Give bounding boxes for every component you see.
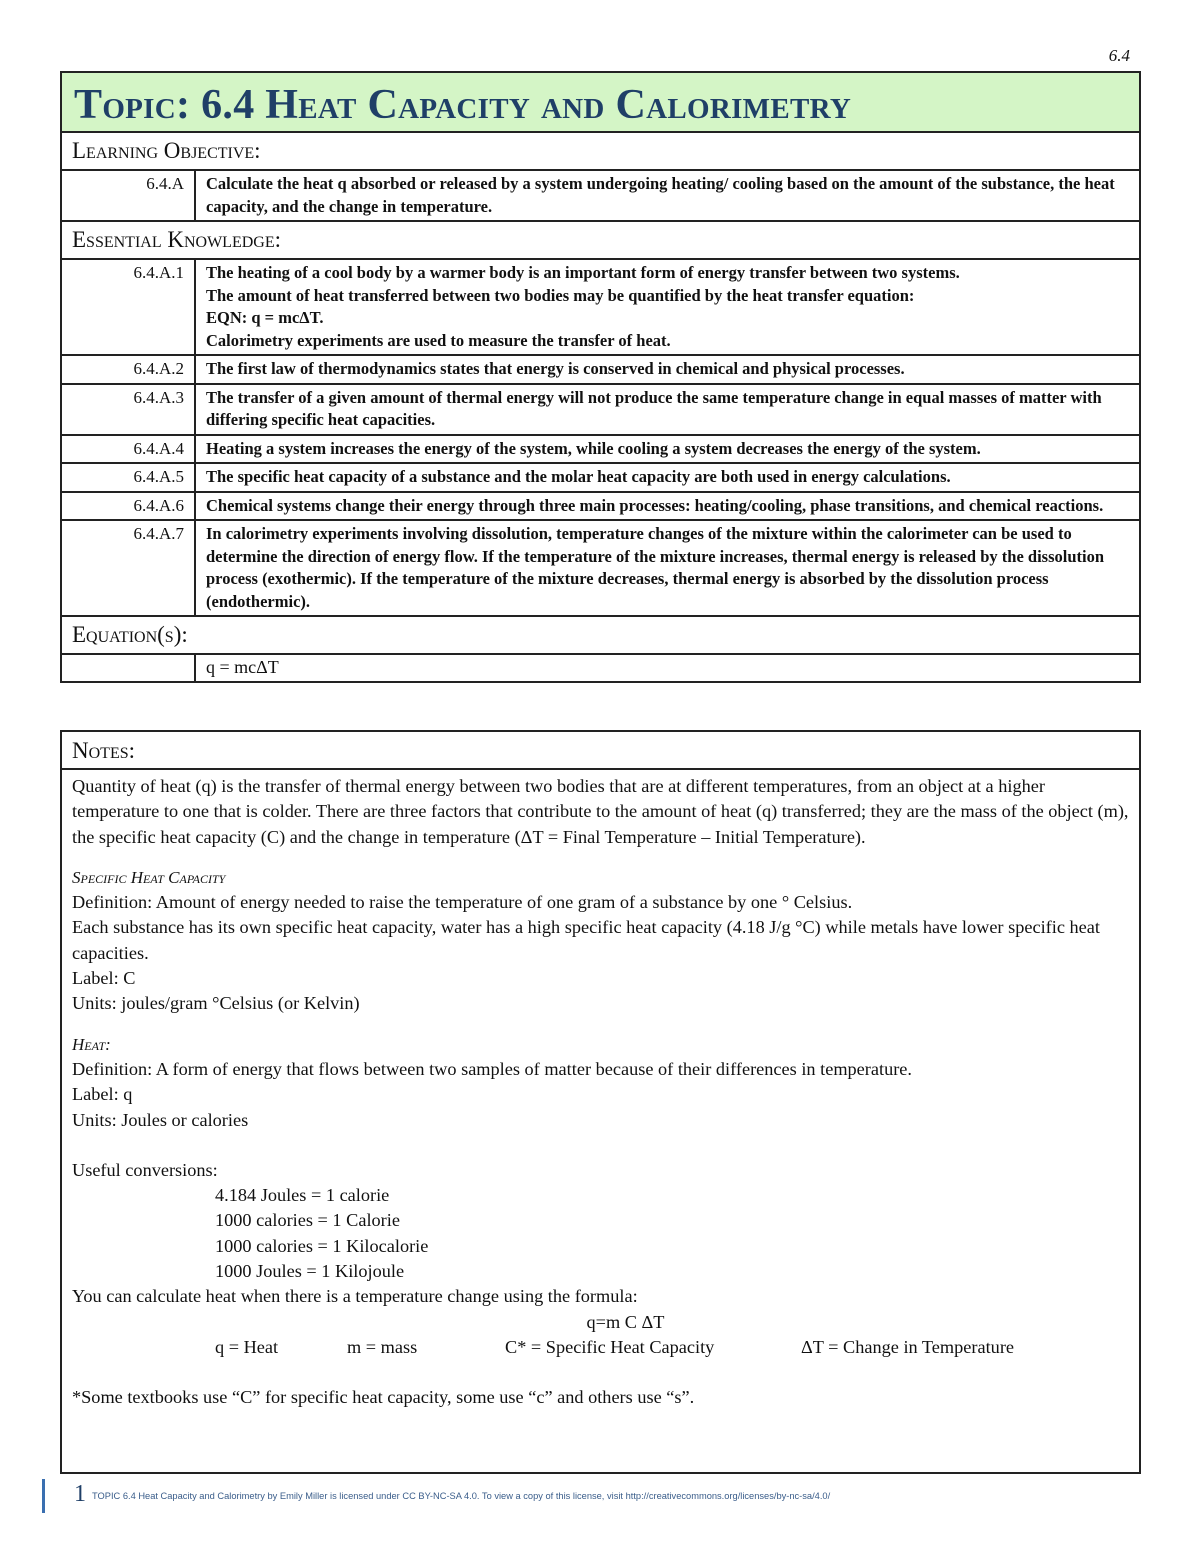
heat-label: Label: q (72, 1084, 133, 1105)
footer-page-number: 1 (74, 1481, 86, 1507)
ek-text: Chemical systems change their energy through three main processes: heating/cooling, phase transitions, and chemical reactions. (195, 492, 1140, 521)
ek-code: 6.4.A.1 (61, 259, 195, 355)
ek-text: In calorimetry experiments involving dissolution, temperature changes of the mixture within the calorimeter can be used to determine the direction of energy flow. If the temperature of the mixture increases, thermal energy is released by the dissolution process (exothermic). If the temperature of the mixture decreases, thermal energy is absorbed by the dissolution process (endothermic). (195, 520, 1140, 616)
ek-text: The specific heat capacity of a substance and the molar heat capacity are both used in energy calculations. (195, 463, 1140, 492)
ek-code: 6.4.A.5 (61, 463, 195, 492)
topic-title: Topic: 6.4 Heat Capacity and Calorimetry (61, 72, 1140, 132)
ek-line: The amount of heat transferred between two bodies may be quantified by the heat transfer equation: (206, 285, 915, 305)
ek-code: 6.4.A.3 (61, 384, 195, 435)
formula: q=m C ΔT (586, 1311, 665, 1332)
heat-heading: Heat: (72, 1034, 111, 1054)
ek-text: The transfer of a given amount of thermal energy will not produce the same temperature change in equal masses of matter with differing specific heat capacities. (195, 384, 1140, 435)
footnote: *Some textbooks use “C” for specific heat capacity, some use “c” and others use “s”. (72, 1387, 695, 1408)
ek-code: 6.4.A.7 (61, 520, 195, 616)
ek-row (61, 435, 1140, 464)
variable-c: C* = Specific Heat Capacity (505, 1336, 715, 1357)
conversion-item: 4.184 Joules = 1 calorie (215, 1185, 390, 1206)
equations-heading: Equation(s): (61, 616, 1140, 654)
specific-heat-definition: Definition: Amount of energy needed to raise the temperature of one gram of a substance by one ° Celsius. (72, 892, 853, 913)
ek-code: 6.4.A.4 (61, 435, 195, 464)
specific-heat-heading: Specific Heat Capacity (72, 867, 226, 887)
ek-row (61, 355, 1140, 384)
variable-delta-t: ΔT = Change in Temperature (801, 1336, 1015, 1357)
conversion-item: 1000 calories = 1 Kilocalorie (215, 1235, 429, 1256)
specific-heat-units: Units: joules/gram °Celsius (or Kelvin) (72, 993, 360, 1014)
notes-heading: Notes: (62, 732, 1139, 770)
variable-m: m = mass (347, 1336, 418, 1357)
ek-text (195, 259, 1140, 355)
conversion-item: 1000 calories = 1 Calorie (215, 1210, 400, 1231)
notes-intro: Quantity of heat (q) is the transfer of thermal energy between two bodies that are at different temperatures, from an object at a higher temperature to one that is colder. There are three factors that contribute to the amount of heat (q) transferred; they are the mass of the object (m), the specific heat capacity (C) and the change in temperature (ΔT = Final Temperature – Initial Temperature). (72, 776, 1129, 847)
specific-heat-detail: Each substance has its own specific heat capacity, water has a high specific heat capacity (4.18 J/g °C) while metals have lower specific heat capacities. (72, 917, 1100, 963)
ek-row (61, 463, 1140, 492)
ek-text: Heating a system increases the energy of the system, while cooling a system decreases the energy of the system. (195, 435, 1140, 464)
heat-definition: Definition: A form of energy that flows between two samples of matter because of their differences in temperature. (72, 1058, 912, 1079)
specific-heat-label: Label: C (72, 968, 136, 989)
formula-variables (72, 1335, 1129, 1360)
ek-line: Calorimetry experiments are used to measure the transfer of heat. (206, 330, 671, 350)
ek-code: 6.4.A.2 (61, 355, 195, 384)
equation-text: q = mcΔT (195, 654, 1140, 682)
conversion-item: 1000 Joules = 1 Kilojoule (215, 1261, 405, 1282)
ek-code: 6.4.A.6 (61, 492, 195, 521)
heat-units: Units: Joules or calories (72, 1109, 249, 1130)
objective-text: Calculate the heat q absorbed or released by a system undergoing heating/ cooling based on the amount of the substance, the heat capacity, and the change in temperature. (195, 170, 1140, 221)
topic-table (60, 71, 1141, 683)
page-label: 6.4 (1108, 46, 1130, 65)
variable-q: q = Heat (215, 1336, 279, 1357)
equation-code (61, 654, 195, 682)
ek-text: The first law of thermodynamics states that energy is conserved in chemical and physical processes. (195, 355, 1140, 384)
ek-row (61, 492, 1140, 521)
learning-objective-heading: Learning Objective: (61, 132, 1140, 170)
objective-row (61, 170, 1140, 221)
ek-line: EQN: q = mcΔT. (206, 308, 324, 327)
equation-row (61, 654, 1140, 682)
formula-intro: You can calculate heat when there is a temperature change using the formula: (72, 1286, 638, 1307)
footer-accent-bar (42, 1479, 45, 1513)
footer-license: TOPIC 6.4 Heat Capacity and Calorimetry by Emily Miller is licensed under CC BY-NC-SA 4.0. To view a copy of this license, visit http://creativecommons.org/licenses/by-nc-sa/4.0/ (92, 1491, 831, 1501)
notes-body (62, 770, 1139, 1415)
ek-row (61, 520, 1140, 616)
ek-line: The heating of a cool body by a warmer body is an important form of energy transfer between two systems. (206, 263, 960, 282)
ek-row (61, 259, 1140, 355)
notes-box (60, 730, 1141, 1474)
ek-row (61, 384, 1140, 435)
objective-code: 6.4.A (61, 170, 195, 221)
conversions-heading: Useful conversions: (72, 1159, 218, 1180)
essential-knowledge-heading: Essential Knowledge: (61, 221, 1140, 259)
footer (42, 1479, 1142, 1513)
